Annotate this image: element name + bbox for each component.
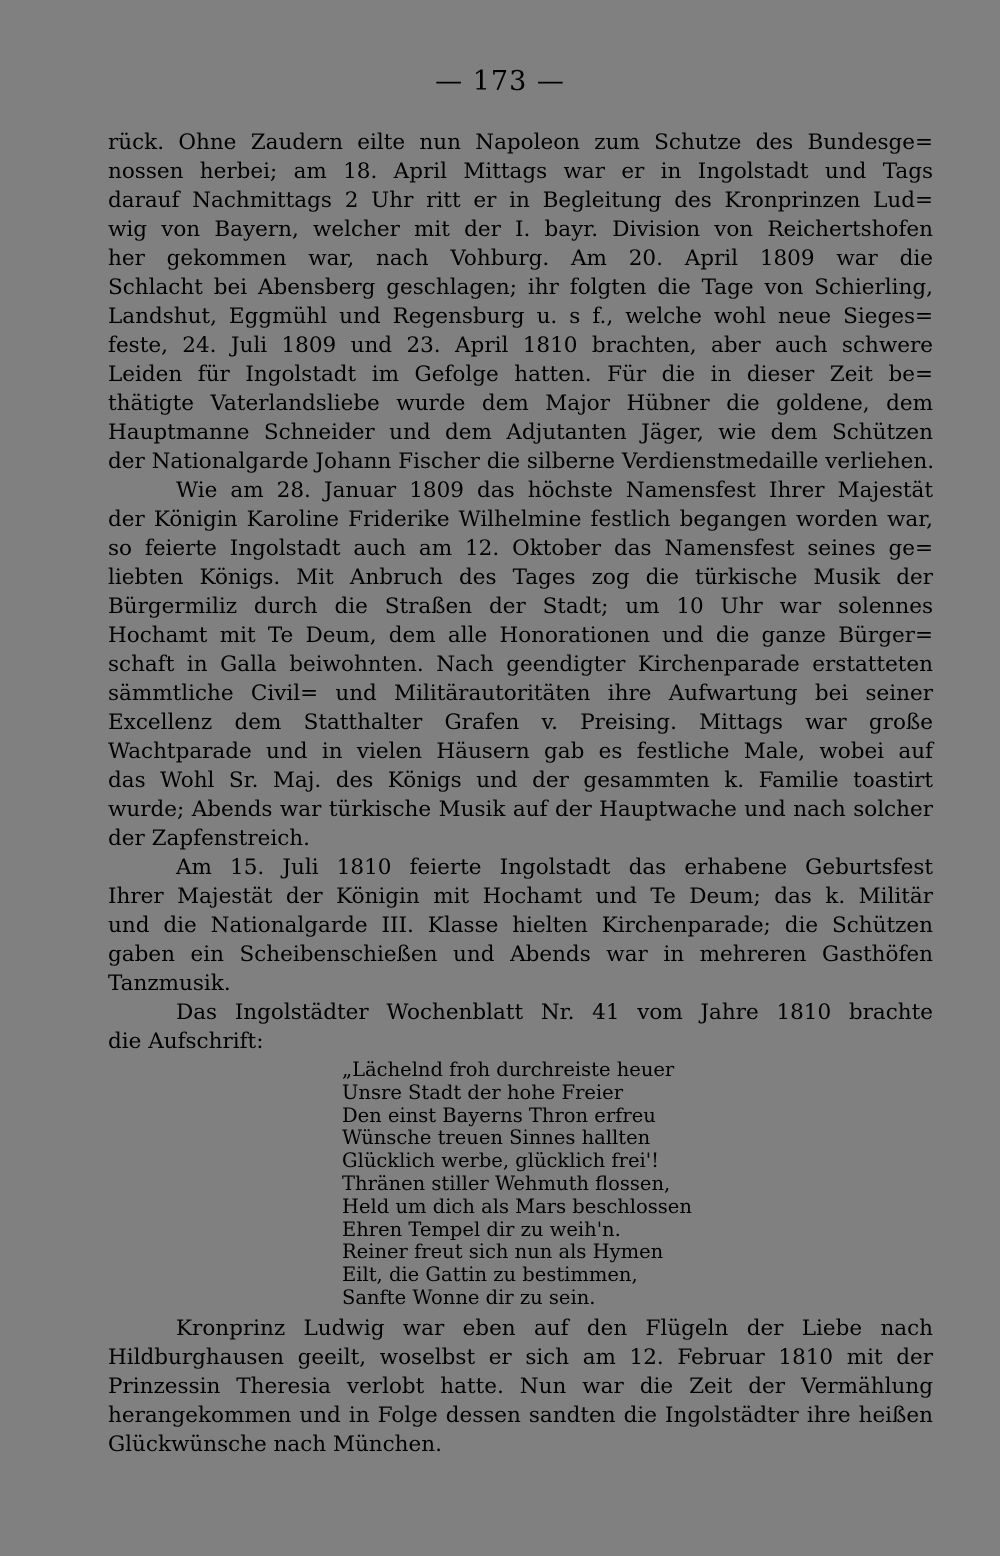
poem-line: Eilt, die Gattin zu bestimmen, — [342, 1263, 638, 1287]
paragraph-2 — [108, 476, 933, 853]
text-line: wig von Bayern, welcher mit der I. bayr. Division von Reichertshofen — [108, 217, 933, 242]
text-line: so feierte Ingolstadt auch am 12. Oktober das Namensfest seines ge= — [108, 536, 933, 561]
text-line: Wie am 28. Januar 1809 das höchste Namensfest Ihrer Majestät — [176, 478, 933, 503]
text-line: sämmtliche Civil= und Militärautoritäten ihre Aufwartung bei seiner — [108, 681, 933, 706]
poem-line: Glücklich werbe, glücklich frei'! — [342, 1149, 659, 1173]
poem-line: Thränen stiller Wehmuth flossen, — [342, 1171, 671, 1195]
text-line: Hochamt mit Te Deum, dem alle Honorationen und die ganze Bürger= — [108, 623, 933, 648]
poem-line: Sanfte Wonne dir zu sein. — [342, 1285, 596, 1309]
paragraph-1 — [108, 128, 933, 476]
text-line: das Wohl Sr. Maj. des Königs und der gesammten k. Familie toastirt — [108, 768, 933, 793]
text-line: herangekommen und in Folge dessen sandten die Ingolstädter ihre heißen — [108, 1402, 933, 1428]
text-line: Das Ingolstädter Wochenblatt Nr. 41 vom Jahre 1810 brachte — [176, 1000, 933, 1025]
paragraph-5 — [108, 1314, 933, 1459]
text-line: Schlacht bei Abensberg geschlagen; ihr folgten die Tage von Schierling, — [108, 275, 933, 300]
text-line: rück. Ohne Zaudern eilte nun Napoleon zum Schutze des Bundesge= — [108, 130, 933, 155]
text-line: feste, 24. Juli 1809 und 23. April 1810 brachten, aber auch schwere — [108, 333, 933, 358]
poem-line: Ehren Tempel dir zu weih'n. — [342, 1217, 621, 1241]
text-line: die Aufschrift: — [108, 1029, 264, 1054]
poem-line: Den einst Bayerns Thron erfreu — [342, 1103, 656, 1127]
text-line: Landshut, Eggmühl und Regensburg u. s f., welche wohl neue Sieges= — [108, 304, 933, 329]
text-line: Leiden für Ingolstadt im Gefolge hatten. Für die in dieser Zeit be= — [108, 362, 933, 387]
text-line: schaft in Galla beiwohnten. Nach geendigter Kirchenparade erstatteten — [108, 652, 933, 677]
text-line: her gekommen war, nach Vohburg. Am 20. April 1809 war die — [108, 246, 933, 271]
text-line: Hauptmanne Schneider und dem Adjutanten Jäger, wie dem Schützen — [108, 420, 933, 445]
text-line: wurde; Abends war türkische Musik auf der Hauptwache und nach solcher — [108, 797, 933, 822]
text-line: Prinzessin Theresia verlobt hatte. Nun war die Zeit der Vermählung — [108, 1373, 933, 1399]
paragraph-4 — [108, 998, 933, 1056]
text-line: nossen herbei; am 18. April Mittags war er in Ingolstadt und Tags — [108, 159, 933, 184]
text-line: Am 15. Juli 1810 feierte Ingolstadt das erhabene Geburtsfest — [176, 855, 933, 880]
text-line: Bürgermiliz durch die Straßen der Stadt; um 10 Uhr war solennes — [108, 594, 933, 619]
text-line: thätigte Vaterlandsliebe wurde dem Major Hübner die goldene, dem — [108, 391, 933, 416]
poem — [342, 1059, 933, 1310]
page-number: — 173 — — [435, 66, 565, 97]
text-line: Hildburghausen geeilt, woselbst er sich am 12. Februar 1810 mit der — [108, 1344, 933, 1370]
text-line: Excellenz dem Statthalter Grafen v. Preising. Mittags war große — [108, 710, 933, 735]
poem-line: Unsre Stadt der hohe Freier — [342, 1080, 624, 1104]
body-text — [108, 128, 933, 1459]
text-line: liebten Königs. Mit Anbruch des Tages zog die türkische Musik der — [108, 565, 933, 590]
text-line: Wachtparade und in vielen Häusern gab es festliche Male, wobei auf — [108, 739, 933, 764]
text-line: gaben ein Scheibenschießen und Abends war in mehreren Gasthöfen — [108, 942, 933, 967]
text-line: und die Nationalgarde III. Klasse hielten Kirchenparade; die Schützen — [108, 913, 933, 938]
text-line: Ihrer Majestät der Königin mit Hochamt und Te Deum; das k. Militär — [108, 884, 933, 909]
text-line: Glückwünsche nach München. — [108, 1431, 442, 1457]
text-line: der Nationalgarde Johann Fischer die silberne Verdienstmedaille verliehen. — [108, 449, 935, 474]
poem-line: Reiner freut sich nun als Hymen — [342, 1240, 664, 1264]
poem-line: Wünsche treuen Sinnes hallten — [342, 1126, 651, 1150]
poem-line: „Lächelnd froh durchreiste heuer — [342, 1058, 675, 1081]
poem-line: Held um dich als Mars beschlossen — [342, 1194, 692, 1218]
text-line: darauf Nachmittags 2 Uhr ritt er in Begleitung des Kronprinzen Lud= — [108, 188, 933, 213]
text-line: Kronprinz Ludwig war eben auf den Flügeln der Liebe nach — [176, 1315, 933, 1341]
text-line: der Königin Karoline Friderike Wilhelmine festlich begangen worden war, — [108, 507, 933, 532]
text-line: Tanzmusik. — [108, 971, 231, 996]
paragraph-3 — [108, 853, 933, 998]
text-line: der Zapfenstreich. — [108, 826, 310, 851]
